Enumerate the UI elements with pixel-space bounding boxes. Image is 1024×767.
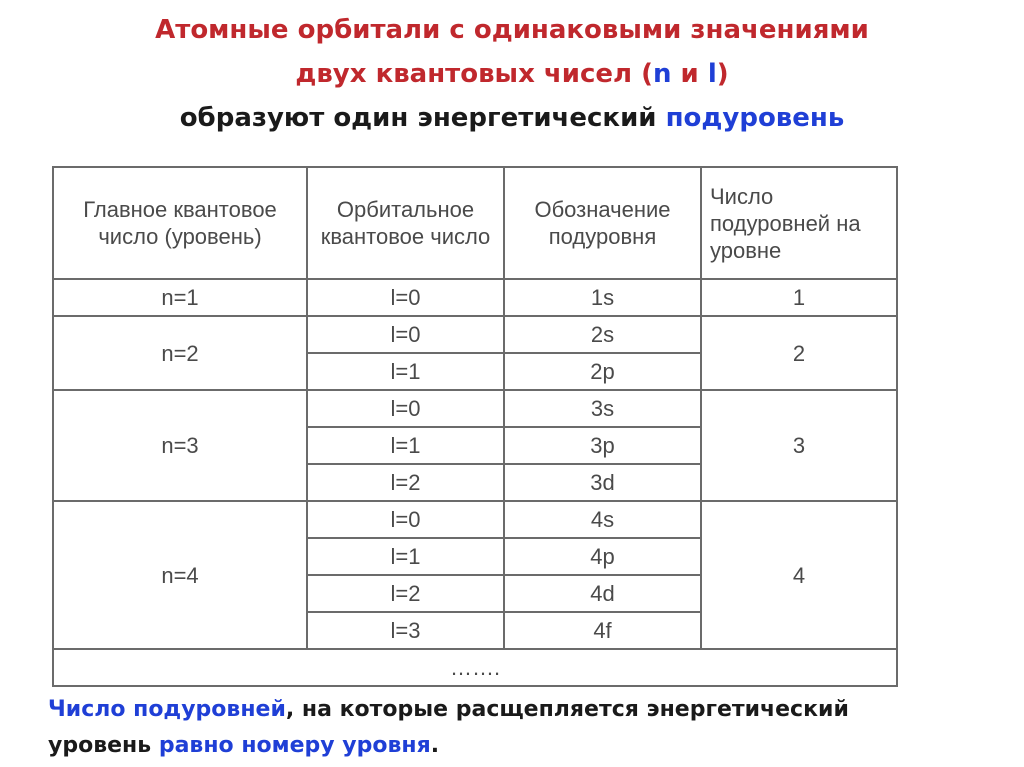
orbital-cell: l=0 (307, 279, 504, 316)
level-cell: n=1 (53, 279, 307, 316)
sublevel-cell: 4s (504, 501, 701, 538)
table-row (53, 390, 897, 427)
title-line-2 (0, 52, 1024, 96)
title-line-2-text: двух квантовых чисел ( (295, 59, 653, 89)
table-ellipsis-row (53, 649, 897, 686)
sublevel-cell: 4f (504, 612, 701, 649)
sublevel-cell: 2p (504, 353, 701, 390)
sublevel-cell: 2s (504, 316, 701, 353)
table-header-row (53, 167, 897, 279)
conclusion-text-2: уровень (48, 733, 159, 758)
sublevel-cell: 3p (504, 427, 701, 464)
conclusion-line-1 (48, 692, 1008, 728)
header-sublevel-notation: Обозначение подуровня (504, 167, 701, 279)
sublevel-cell: 1s (504, 279, 701, 316)
orbital-cell: l=2 (307, 464, 504, 501)
orbital-cell: l=3 (307, 612, 504, 649)
header-orbital-number: Орбитальное квантовое число (307, 167, 504, 279)
level-cell: n=3 (53, 390, 307, 501)
sublevel-cell: 4d (504, 575, 701, 612)
sublevel-cell: 4p (504, 538, 701, 575)
title-line-1: Атомные орбитали с одинаковыми значениями (155, 15, 869, 45)
count-cell: 4 (701, 501, 897, 649)
title-sublevel-word: подуровень (665, 103, 845, 133)
count-cell: 1 (701, 279, 897, 316)
title-n-symbol: n (652, 59, 672, 89)
title-l-symbol: l (707, 59, 717, 89)
count-cell: 3 (701, 390, 897, 501)
conclusion-text-1: , на которые расщепляется энергетический (285, 697, 849, 722)
orbital-cell: l=0 (307, 501, 504, 538)
level-cell: n=2 (53, 316, 307, 390)
orbital-cell: l=1 (307, 427, 504, 464)
sublevel-cell: 3s (504, 390, 701, 427)
orbital-cell: l=0 (307, 390, 504, 427)
table-row (53, 279, 897, 316)
table-row (53, 501, 897, 538)
sublevels-table (52, 166, 898, 687)
title-and: и (671, 59, 708, 89)
conclusion-highlight-2: равно номеру уровня (158, 733, 431, 758)
title-line-3 (0, 96, 1024, 140)
conclusion-highlight-1: Число подуровней (48, 697, 286, 722)
level-cell: n=4 (53, 501, 307, 649)
header-principal-number: Главное квантовое число (уровень) (53, 167, 307, 279)
count-cell: 2 (701, 316, 897, 390)
title-line-3-text: образуют один энергетический (179, 103, 666, 133)
ellipsis-cell: ……. (53, 649, 897, 686)
sublevel-cell: 3d (504, 464, 701, 501)
slide-title (0, 8, 1024, 140)
conclusion-line-2 (48, 728, 1008, 764)
orbital-cell: l=1 (307, 538, 504, 575)
orbital-cell: l=1 (307, 353, 504, 390)
orbital-cell: l=0 (307, 316, 504, 353)
table-row (53, 316, 897, 353)
orbital-cell: l=2 (307, 575, 504, 612)
conclusion-text (48, 692, 1008, 764)
conclusion-period: . (430, 733, 440, 758)
header-sublevel-count: Число подуровней на уровне (701, 167, 897, 279)
title-close-paren: ) (716, 59, 729, 89)
